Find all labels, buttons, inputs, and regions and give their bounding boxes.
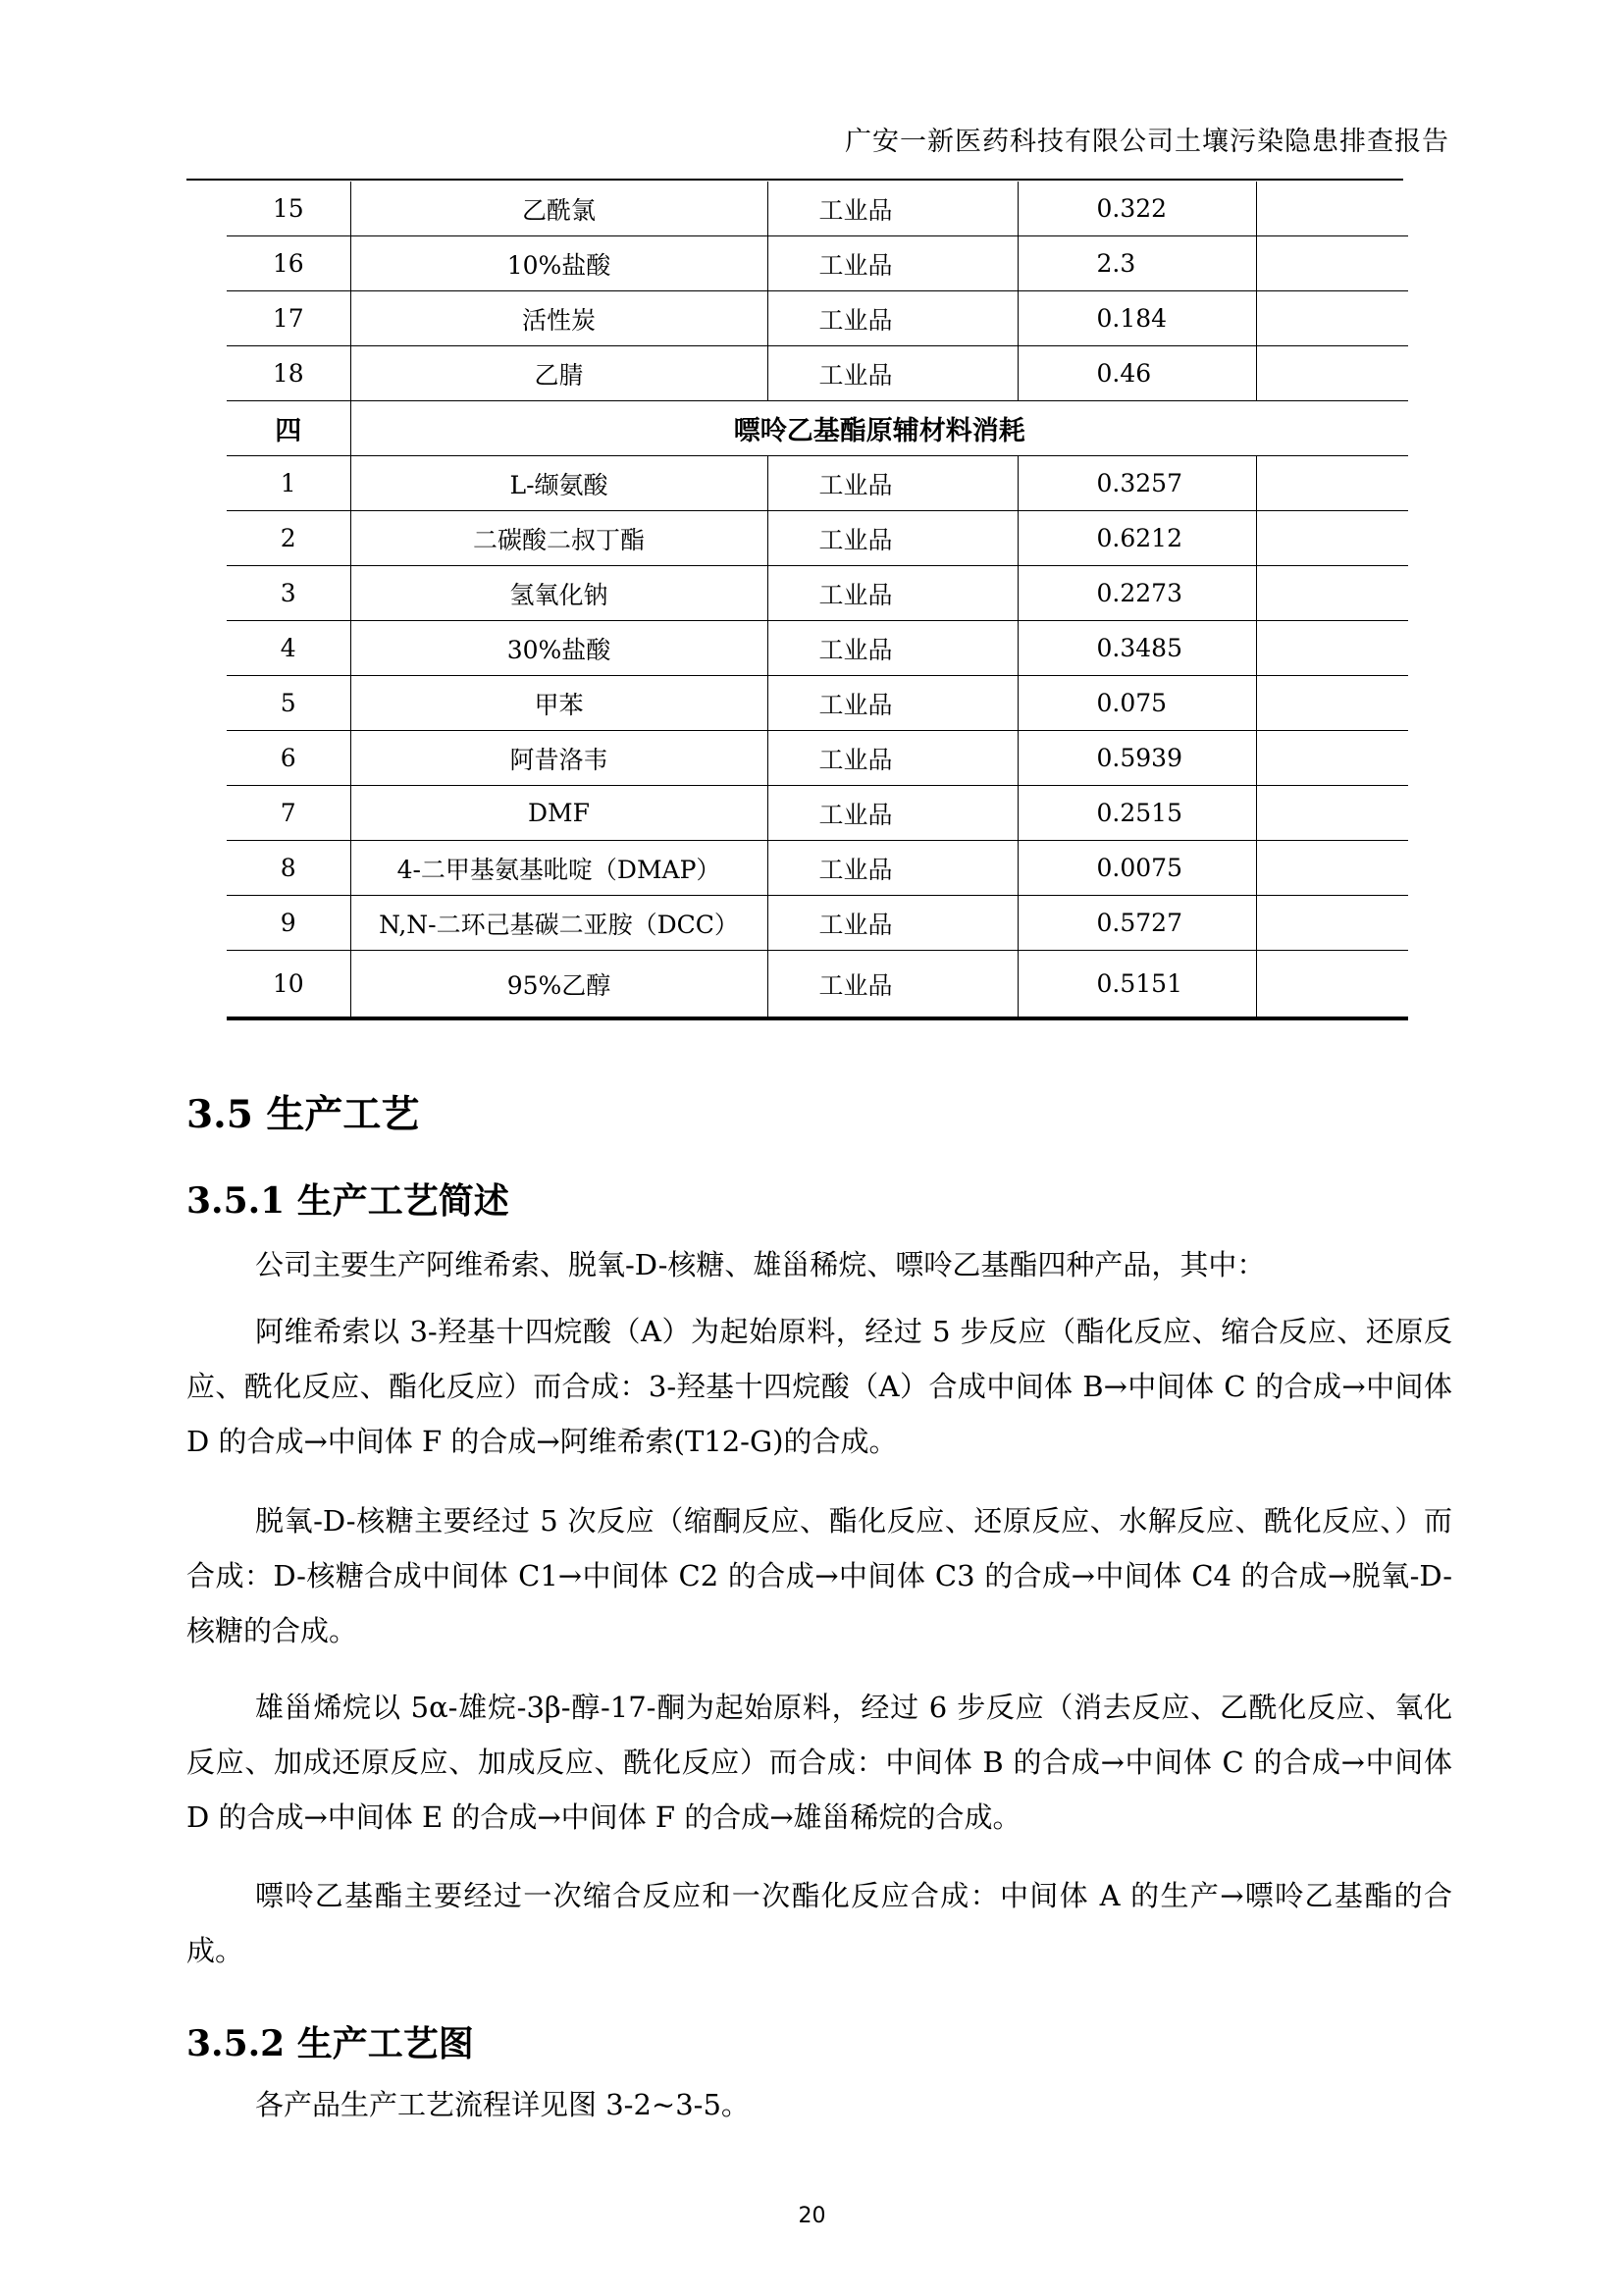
cell-no: 16 xyxy=(227,236,350,291)
section-heading-3-5-1: 3.5.1 生产工艺简述 xyxy=(186,1180,509,1222)
cell-no: 5 xyxy=(227,676,350,731)
cell-spec: 工业品 xyxy=(767,236,1018,291)
cell-spec: 工业品 xyxy=(767,511,1018,566)
cell-note xyxy=(1256,182,1408,236)
table-row xyxy=(227,236,1408,291)
cell-spec: 工业品 xyxy=(767,841,1018,896)
cell-name: 30%盐酸 xyxy=(350,621,767,676)
cell-value: 0.2515 xyxy=(1018,786,1256,841)
cell-note xyxy=(1256,896,1408,951)
cell-no: 10 xyxy=(227,951,350,1019)
paragraph: 嘌呤乙基酯主要经过一次缩合反应和一次酯化反应合成：中间体 A 的生产→嘌呤乙基酯的合成。 xyxy=(186,1879,1452,1967)
cell-note xyxy=(1256,566,1408,621)
table-row xyxy=(227,731,1408,786)
cell-value: 0.5939 xyxy=(1018,731,1256,786)
table-row xyxy=(227,841,1408,896)
page-number: 20 xyxy=(798,2204,826,2228)
cell-value: 0.3257 xyxy=(1018,456,1256,511)
cell-spec: 工业品 xyxy=(767,896,1018,951)
cell-note xyxy=(1256,951,1408,1019)
cell-note xyxy=(1256,456,1408,511)
cell-no: 9 xyxy=(227,896,350,951)
cell-value: 0.2273 xyxy=(1018,566,1256,621)
paragraph: 各产品生产工艺流程详见图 3-2~3-5。 xyxy=(255,2088,750,2121)
cell-spec: 工业品 xyxy=(767,731,1018,786)
cell-note xyxy=(1256,621,1408,676)
cell-name: 乙腈 xyxy=(350,346,767,401)
cell-spec: 工业品 xyxy=(767,951,1018,1019)
cell-note xyxy=(1256,676,1408,731)
cell-name: 10%盐酸 xyxy=(350,236,767,291)
cell-value: 0.5727 xyxy=(1018,896,1256,951)
cell-note xyxy=(1256,236,1408,291)
table-row xyxy=(227,676,1408,731)
cell-note xyxy=(1256,841,1408,896)
table-row xyxy=(227,786,1408,841)
cell-name: 二碳酸二叔丁酯 xyxy=(350,511,767,566)
cell-value: 0.0075 xyxy=(1018,841,1256,896)
cell-name: L-缬氨酸 xyxy=(350,456,767,511)
cell-value: 0.6212 xyxy=(1018,511,1256,566)
cell-value: 2.3 xyxy=(1018,236,1256,291)
cell-no: 3 xyxy=(227,566,350,621)
section-heading-3-5: 3.5 生产工艺 xyxy=(186,1092,420,1137)
materials-table xyxy=(227,182,1408,1020)
cell-spec: 工业品 xyxy=(767,621,1018,676)
cell-name: 氢氧化钠 xyxy=(350,566,767,621)
cell-name: 甲苯 xyxy=(350,676,767,731)
paragraph: 脱氧-D-核糖主要经过 5 次反应（缩酮反应、酯化反应、还原反应、水解反应、酰化反应、）而合成：D-核糖合成中间体 C1→中间体 C2 的合成→中间体 C3 的合成→中间体 C4 的合成→脱氧-D-核糖的合成。 xyxy=(186,1504,1452,1647)
cell-note xyxy=(1256,291,1408,346)
table-row xyxy=(227,951,1408,1019)
cell-value: 0.322 xyxy=(1018,182,1256,236)
table-row xyxy=(227,291,1408,346)
cell-name: 4-二甲基氨基吡啶（DMAP） xyxy=(350,841,767,896)
cell-spec: 工业品 xyxy=(767,346,1018,401)
table-row xyxy=(227,896,1408,951)
cell-value: 0.5151 xyxy=(1018,951,1256,1019)
header-rule xyxy=(186,179,1403,181)
section-number: 四 xyxy=(227,401,350,456)
table-row xyxy=(227,621,1408,676)
cell-spec: 工业品 xyxy=(767,291,1018,346)
cell-spec: 工业品 xyxy=(767,676,1018,731)
cell-value: 0.184 xyxy=(1018,291,1256,346)
paragraph: 公司主要生产阿维希索、脱氧-D-核糖、雄甾稀烷、嘌呤乙基酯四种产品，其中： xyxy=(255,1248,1266,1281)
table-row xyxy=(227,182,1408,236)
cell-no: 6 xyxy=(227,731,350,786)
cell-spec: 工业品 xyxy=(767,456,1018,511)
cell-note xyxy=(1256,346,1408,401)
section-title: 嘌呤乙基酯原辅材料消耗 xyxy=(350,401,1408,456)
cell-no: 17 xyxy=(227,291,350,346)
cell-name: 乙酰氯 xyxy=(350,182,767,236)
cell-name: N,N-二环己基碳二亚胺（DCC） xyxy=(350,896,767,951)
table-row xyxy=(227,566,1408,621)
cell-no: 4 xyxy=(227,621,350,676)
cell-no: 8 xyxy=(227,841,350,896)
cell-spec: 工业品 xyxy=(767,182,1018,236)
table-row xyxy=(227,456,1408,511)
cell-name: 阿昔洛韦 xyxy=(350,731,767,786)
cell-no: 2 xyxy=(227,511,350,566)
paragraph: 雄甾烯烷以 5α-雄烷-3β-醇-17-酮为起始原料，经过 6 步反应（消去反应、乙酰化反应、氧化反应、加成还原反应、加成反应、酰化反应）而合成：中间体 B 的合成→中间体 C 的合成→中间体 D 的合成→中间体 E 的合成→中间体 F 的合成→雄甾稀烷的合成。 xyxy=(186,1691,1452,1834)
table-section-row xyxy=(227,401,1408,456)
cell-no: 15 xyxy=(227,182,350,236)
section-heading-3-5-2: 3.5.2 生产工艺图 xyxy=(186,2023,474,2064)
cell-value: 0.3485 xyxy=(1018,621,1256,676)
cell-no: 7 xyxy=(227,786,350,841)
cell-spec: 工业品 xyxy=(767,566,1018,621)
cell-note xyxy=(1256,786,1408,841)
cell-name: DMF xyxy=(350,786,767,841)
cell-spec: 工业品 xyxy=(767,786,1018,841)
cell-name: 95%乙醇 xyxy=(350,951,767,1019)
cell-note xyxy=(1256,511,1408,566)
table-row xyxy=(227,346,1408,401)
cell-note xyxy=(1256,731,1408,786)
cell-value: 0.075 xyxy=(1018,676,1256,731)
paragraph: 阿维希索以 3-羟基十四烷酸（A）为起始原料，经过 5 步反应（酯化反应、缩合反应、还原反应、酰化反应、酯化反应）而合成：3-羟基十四烷酸（A）合成中间体 B→中间体 C 的合成→中间体 D 的合成→中间体 F 的合成→阿维希索(T12-G)的合成。 xyxy=(186,1315,1452,1458)
document-header: 广安一新医药科技有限公司土壤污染隐患排查报告 xyxy=(845,127,1449,157)
cell-no: 18 xyxy=(227,346,350,401)
cell-value: 0.46 xyxy=(1018,346,1256,401)
cell-name: 活性炭 xyxy=(350,291,767,346)
cell-no: 1 xyxy=(227,456,350,511)
table-row xyxy=(227,511,1408,566)
